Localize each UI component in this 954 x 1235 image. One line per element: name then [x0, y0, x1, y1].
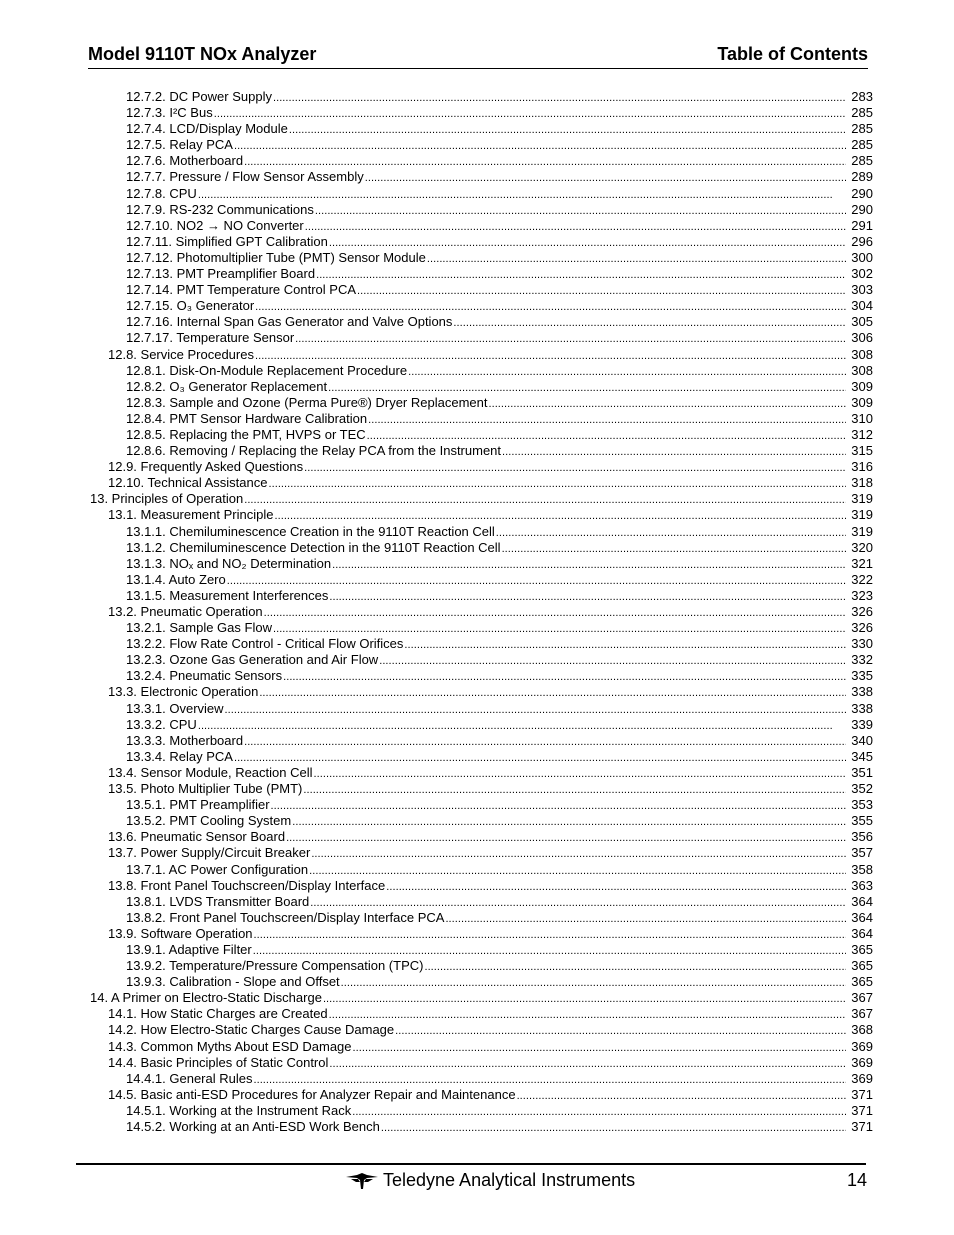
- toc-entry-page: 300: [851, 249, 873, 265]
- toc-entry[interactable]: [88, 717, 873, 733]
- toc-entry[interactable]: [88, 862, 873, 878]
- toc-entry[interactable]: [88, 878, 873, 894]
- toc-leader-dots: [404, 637, 846, 653]
- toc-entry[interactable]: [88, 894, 873, 910]
- toc-entry[interactable]: [88, 282, 873, 298]
- toc-entry-label: 12.7.13. PMT Preamplifier Board: [126, 266, 316, 282]
- toc-leader-dots: [274, 508, 846, 524]
- toc-entry[interactable]: [88, 749, 873, 765]
- toc-leader-dots: [445, 911, 846, 927]
- table-of-contents: [88, 89, 873, 1135]
- toc-leader-dots: [368, 412, 846, 428]
- toc-entry-page: 312: [851, 426, 873, 442]
- toc-entry-page: 304: [851, 298, 873, 314]
- toc-entry[interactable]: [88, 250, 873, 266]
- toc-leader-dots: [289, 122, 846, 138]
- toc-entry-page: 320: [851, 539, 873, 555]
- toc-entry-label: 12.7.16. Internal Span Gas Generator and Valve Options: [126, 314, 453, 330]
- toc-entry-page: 326: [851, 620, 873, 636]
- toc-entry-label: 13.7. Power Supply/Circuit Breaker: [108, 845, 311, 861]
- toc-leader-dots: [227, 573, 846, 589]
- toc-entry-label: 13.8. Front Panel Touchscreen/Display Interface: [108, 877, 386, 893]
- toc-leader-dots: [254, 927, 846, 943]
- toc-entry[interactable]: [88, 733, 873, 749]
- toc-entry-page: 319: [851, 491, 873, 507]
- toc-leader-dots: [332, 557, 846, 573]
- toc-entry-label: 13.2.4. Pneumatic Sensors: [126, 668, 283, 684]
- toc-entry[interactable]: [88, 314, 873, 330]
- toc-entry[interactable]: [88, 1103, 873, 1119]
- toc-entry[interactable]: [88, 475, 873, 491]
- toc-entry-label: 12.7.5. Relay PCA: [126, 137, 233, 153]
- toc-entry[interactable]: [88, 153, 873, 169]
- toc-entry[interactable]: [88, 636, 873, 652]
- toc-entry[interactable]: [88, 395, 873, 411]
- toc-entry[interactable]: [88, 958, 873, 974]
- toc-entry-page: 308: [851, 362, 873, 378]
- toc-entry-label: 12.7.7. Pressure / Flow Sensor Assembly: [126, 169, 364, 185]
- toc-entry[interactable]: [88, 89, 873, 105]
- toc-entry[interactable]: [88, 105, 873, 121]
- toc-entry-label: 14.5. Basic anti-ESD Procedures for Analyzer Repair and Maintenance: [108, 1086, 516, 1102]
- toc-entry[interactable]: [88, 1055, 873, 1071]
- toc-entry-label: 14.4.1. General Rules: [126, 1070, 253, 1086]
- toc-entry-page: 369: [851, 1038, 873, 1054]
- toc-leader-dots: [427, 251, 846, 267]
- toc-entry-page: 363: [851, 877, 873, 893]
- toc-entry-label: 12.9. Frequently Asked Questions: [108, 459, 304, 475]
- toc-entry-page: 285: [851, 153, 873, 169]
- toc-leader-dots: [309, 863, 846, 879]
- toc-entry-page: 356: [851, 829, 873, 845]
- toc-leader-dots: [357, 283, 846, 299]
- toc-entry-label: 13.1.4. Auto Zero: [126, 571, 226, 587]
- toc-entry-page: 326: [851, 604, 873, 619]
- toc-entry-label: 12.8.5. Replacing the PMT, HVPS or TEC: [126, 426, 366, 442]
- toc-leader-dots: [341, 975, 846, 991]
- toc-leader-dots: [328, 380, 846, 396]
- toc-entry[interactable]: [88, 1087, 873, 1103]
- toc-entry[interactable]: [88, 829, 873, 845]
- toc-entry-label: 13.1.1. Chemiluminescence Creation in the 9110T Reaction Cell: [126, 523, 495, 539]
- toc-entry[interactable]: [88, 1006, 873, 1022]
- toc-entry-label: 12.8.4. PMT Sensor Hardware Calibration: [126, 410, 368, 426]
- toc-entry-label: 12.7.10. NO2 → NO Converter: [126, 217, 304, 233]
- toc-entry-page: 323: [851, 587, 873, 603]
- toc-entry-label: 13.3.3. Motherboard: [126, 732, 244, 748]
- toc-leader-dots: [424, 959, 846, 975]
- toc-entry-label: 12.7.8. CPU: [126, 185, 197, 201]
- toc-entry-label: 13.3.1. Overview: [126, 700, 224, 716]
- toc-leader-dots: [253, 1072, 846, 1088]
- toc-entry[interactable]: [88, 330, 873, 346]
- toc-entry-page: 309: [851, 378, 873, 394]
- toc-entry-label: 13.2.1. Sample Gas Flow: [126, 620, 272, 636]
- toc-entry-label: 13.8.2. Front Panel Touchscreen/Display Interface PCA: [126, 909, 445, 925]
- toc-entry[interactable]: [88, 572, 873, 588]
- toc-leader-dots: [198, 187, 846, 203]
- toc-entry[interactable]: [88, 507, 873, 523]
- toc-entry-page: 352: [851, 781, 873, 797]
- toc-entry-page: 340: [851, 732, 873, 748]
- page-header: [88, 42, 868, 69]
- toc-entry-label: 12.8.2. O₃ Generator Replacement: [126, 378, 328, 394]
- toc-entry[interactable]: [88, 347, 873, 363]
- toc-leader-dots: [395, 1023, 846, 1039]
- toc-entry[interactable]: [88, 990, 873, 1006]
- toc-entry-label: 13.1.2. Chemiluminescence Detection in the 9110T Reaction Cell: [126, 539, 501, 555]
- toc-entry[interactable]: [88, 765, 873, 781]
- toc-entry[interactable]: [88, 169, 873, 185]
- document-title: Model 9110T NOx Analyzer: [88, 44, 317, 64]
- toc-entry-label: 13.9.3. Calibration - Slope and Offset: [126, 974, 340, 990]
- toc-entry-label: 14.5.2. Working at an Anti-ESD Work Bench: [126, 1119, 380, 1134]
- toc-entry[interactable]: [88, 266, 873, 282]
- toc-entry-page: 305: [851, 314, 873, 330]
- toc-leader-dots: [268, 476, 846, 492]
- toc-entry-page: 319: [851, 507, 873, 523]
- toc-entry-label: 13.3. Electronic Operation: [108, 684, 259, 700]
- toc-entry-label: 13.5. Photo Multiplier Tube (PMT): [108, 781, 303, 797]
- toc-entry-page: 364: [851, 925, 873, 941]
- toc-leader-dots: [329, 589, 846, 605]
- toc-entry-page: 316: [851, 459, 873, 475]
- toc-entry[interactable]: [88, 121, 873, 137]
- toc-entry-page: 308: [851, 346, 873, 362]
- toc-entry-page: 371: [851, 1102, 873, 1118]
- toc-entry-label: 13.3.2. CPU: [126, 716, 197, 732]
- toc-entry[interactable]: [88, 524, 873, 540]
- toc-entry-page: 290: [851, 185, 873, 201]
- toc-entry[interactable]: [88, 459, 873, 475]
- toc-entry-label: 13.9. Software Operation: [108, 925, 253, 941]
- toc-entry-label: 12.8.3. Sample and Ozone (Perma Pure®) Dryer Replacement: [126, 394, 488, 410]
- toc-entry[interactable]: [88, 137, 873, 153]
- toc-entry[interactable]: [88, 701, 873, 717]
- toc-entry-label: 12.7.11. Simplified GPT Calibration: [126, 233, 328, 249]
- toc-leader-dots: [273, 90, 846, 106]
- toc-entry-page: 339: [851, 716, 873, 732]
- toc-entry-label: 12.10. Technical Assistance: [108, 475, 268, 491]
- toc-leader-dots: [453, 315, 846, 331]
- section-title: Table of Contents: [717, 44, 868, 64]
- toc-leader-dots: [315, 203, 846, 219]
- toc-entry-page: 285: [851, 105, 873, 121]
- toc-leader-dots: [253, 943, 846, 959]
- toc-entry-page: 358: [851, 861, 873, 877]
- toc-entry-page: 365: [851, 941, 873, 957]
- toc-leader-dots: [305, 219, 846, 235]
- toc-entry[interactable]: [88, 974, 873, 990]
- toc-entry-label: 13. Principles of Operation: [90, 491, 244, 507]
- toc-leader-dots: [381, 1120, 846, 1136]
- toc-leader-dots: [198, 718, 846, 734]
- toc-leader-dots: [271, 798, 846, 814]
- toc-entry[interactable]: [88, 652, 873, 668]
- toc-entry-page: 306: [851, 330, 873, 346]
- toc-entry-page: 367: [851, 990, 873, 1006]
- toc-leader-dots: [273, 621, 846, 637]
- toc-leader-dots: [311, 846, 846, 862]
- toc-entry-label: 13.9.1. Adaptive Filter: [126, 941, 252, 957]
- toc-entry-page: 369: [851, 1054, 873, 1070]
- toc-entry[interactable]: [88, 1071, 873, 1087]
- toc-entry[interactable]: [88, 234, 873, 250]
- toc-entry-page: 371: [851, 1086, 873, 1102]
- toc-leader-dots: [365, 170, 846, 186]
- toc-entry[interactable]: [88, 845, 873, 861]
- toc-entry-page: 285: [851, 137, 873, 153]
- toc-entry[interactable]: [88, 1022, 873, 1038]
- toc-entry-label: 13.1.5. Measurement Interferences: [126, 587, 329, 603]
- toc-entry-page: 369: [851, 1070, 873, 1086]
- toc-leader-dots: [244, 734, 846, 750]
- toc-entry[interactable]: [88, 540, 873, 556]
- toc-entry-page: 291: [851, 217, 873, 233]
- toc-entry-label: 14.1. How Static Charges are Created: [108, 1006, 328, 1022]
- toc-entry[interactable]: [88, 491, 873, 507]
- toc-leader-dots: [502, 541, 846, 557]
- toc-entry[interactable]: [88, 668, 873, 684]
- toc-entry[interactable]: [88, 186, 873, 202]
- toc-entry-page: 319: [851, 523, 873, 539]
- toc-entry-page: 365: [851, 958, 873, 974]
- toc-entry-label: 12.8. Service Procedures: [108, 346, 254, 362]
- toc-entry-page: 289: [851, 169, 873, 185]
- toc-entry-label: 13.1. Measurement Principle: [108, 507, 274, 523]
- toc-entry-page: 321: [851, 555, 873, 571]
- toc-leader-dots: [234, 138, 846, 154]
- toc-leader-dots: [225, 702, 846, 718]
- toc-entry-label: 14. A Primer on Electro-Static Discharge: [90, 990, 322, 1006]
- toc-leader-dots: [244, 154, 846, 170]
- toc-entry-page: 355: [851, 813, 873, 829]
- toc-entry-page: 351: [851, 764, 873, 780]
- toc-entry[interactable]: [88, 1119, 873, 1135]
- toc-entry-page: 345: [851, 748, 873, 764]
- toc-entry-page: 303: [851, 282, 873, 298]
- toc-leader-dots: [255, 299, 846, 315]
- toc-entry-page: 364: [851, 893, 873, 909]
- toc-entry[interactable]: [88, 620, 873, 636]
- toc-entry-page: 353: [851, 797, 873, 813]
- toc-entry-page: 290: [851, 201, 873, 217]
- toc-entry-page: 338: [851, 700, 873, 716]
- toc-entry-label: 12.7.12. Photomultiplier Tube (PMT) Sensor Module: [126, 249, 426, 265]
- toc-entry-label: 12.7.17. Temperature Sensor: [126, 330, 295, 346]
- toc-entry[interactable]: [88, 218, 873, 234]
- toc-leader-dots: [329, 235, 846, 251]
- toc-leader-dots: [234, 750, 846, 766]
- toc-leader-dots: [502, 444, 846, 460]
- toc-entry-page: 302: [851, 266, 873, 282]
- toc-leader-dots: [214, 106, 846, 122]
- toc-entry-label: 14.2. How Electro-Static Charges Cause Damage: [108, 1022, 395, 1038]
- toc-leader-dots: [386, 879, 846, 895]
- toc-entry[interactable]: [88, 427, 873, 443]
- toc-entry-label: 13.5.2. PMT Cooling System: [126, 813, 292, 829]
- toc-entry[interactable]: [88, 588, 873, 604]
- toc-entry[interactable]: [88, 797, 873, 813]
- toc-entry-label: 12.8.1. Disk-On-Module Replacement Procedure: [126, 362, 408, 378]
- company-name: Teledyne Analytical Instruments: [383, 1170, 636, 1190]
- toc-leader-dots: [286, 830, 846, 846]
- toc-leader-dots: [316, 267, 846, 283]
- toc-leader-dots: [314, 766, 846, 782]
- toc-entry[interactable]: [88, 684, 873, 700]
- toc-entry-page: 364: [851, 909, 873, 925]
- toc-entry-label: 13.7.1. AC Power Configuration: [126, 861, 309, 877]
- teledyne-logo-icon: [345, 1172, 379, 1190]
- toc-leader-dots: [283, 669, 846, 685]
- toc-entry[interactable]: [88, 1039, 873, 1055]
- toc-leader-dots: [244, 492, 846, 508]
- toc-entry-label: 14.3. Common Myths About ESD Damage: [108, 1038, 352, 1054]
- toc-entry-page: 310: [851, 410, 873, 426]
- toc-entry[interactable]: [88, 202, 873, 218]
- toc-entry-label: 13.4. Sensor Module, Reaction Cell: [108, 764, 313, 780]
- toc-entry[interactable]: [88, 443, 873, 459]
- toc-entry-label: 13.2. Pneumatic Operation: [108, 604, 263, 619]
- toc-entry-label: 13.2.3. Ozone Gas Generation and Air Flow: [126, 652, 379, 668]
- toc-leader-dots: [310, 895, 846, 911]
- toc-entry-page: 371: [851, 1119, 873, 1134]
- toc-entry-label: 13.5.1. PMT Preamplifier: [126, 797, 270, 813]
- toc-leader-dots: [496, 525, 846, 541]
- toc-entry-page: 315: [851, 443, 873, 459]
- toc-entry-page: 322: [851, 571, 873, 587]
- toc-entry-label: 14.5.1. Working at the Instrument Rack: [126, 1102, 352, 1118]
- toc-entry-label: 13.1.3. NOₓ and NO₂ Determination: [126, 555, 332, 571]
- toc-entry[interactable]: [88, 298, 873, 314]
- toc-entry-page: 296: [851, 233, 873, 249]
- toc-entry-label: 13.2.2. Flow Rate Control - Critical Flow Orifices: [126, 636, 404, 652]
- toc-leader-dots: [488, 396, 846, 412]
- toc-leader-dots: [367, 428, 846, 444]
- page-footer: [0, 1168, 954, 1196]
- toc-entry-label: 12.7.14. PMT Temperature Control PCA: [126, 282, 357, 298]
- toc-leader-dots: [379, 653, 846, 669]
- toc-entry-label: 12.7.9. RS-232 Communications: [126, 201, 314, 217]
- toc-entry-page: 285: [851, 121, 873, 137]
- toc-entry-page: 332: [851, 652, 873, 668]
- toc-entry[interactable]: [88, 910, 873, 926]
- toc-leader-dots: [255, 348, 846, 364]
- toc-entry[interactable]: [88, 942, 873, 958]
- toc-leader-dots: [264, 605, 846, 621]
- toc-entry[interactable]: [88, 556, 873, 572]
- page-number: 14: [846, 1170, 867, 1190]
- toc-entry[interactable]: [88, 813, 873, 829]
- toc-entry-label: 12.7.2. DC Power Supply: [126, 89, 272, 104]
- toc-entry-page: 330: [851, 636, 873, 652]
- toc-entry[interactable]: [88, 604, 873, 620]
- toc-leader-dots: [259, 685, 846, 701]
- toc-entry-page: 368: [851, 1022, 873, 1038]
- toc-entry-page: 338: [851, 684, 873, 700]
- toc-entry-label: 13.3.4. Relay PCA: [126, 748, 233, 764]
- toc-entry-label: 13.8.1. LVDS Transmitter Board: [126, 893, 310, 909]
- toc-entry-page: 318: [851, 475, 873, 491]
- toc-entry-label: 12.7.15. O₃ Generator: [126, 298, 255, 314]
- toc-entry[interactable]: [88, 379, 873, 395]
- toc-entry[interactable]: [88, 926, 873, 942]
- toc-entry-label: 13.6. Pneumatic Sensor Board: [108, 829, 286, 845]
- toc-entry[interactable]: [88, 411, 873, 427]
- toc-entry[interactable]: [88, 781, 873, 797]
- toc-entry-label: 12.7.4. LCD/Display Module: [126, 121, 288, 137]
- toc-entry-label: 13.9.2. Temperature/Pressure Compensation (TPC): [126, 958, 424, 974]
- toc-leader-dots: [408, 364, 846, 380]
- toc-leader-dots: [292, 814, 846, 830]
- toc-leader-dots: [353, 1040, 846, 1056]
- toc-entry-page: 335: [851, 668, 873, 684]
- toc-entry-page: 357: [851, 845, 873, 861]
- toc-entry-label: 12.8.6. Removing / Replacing the Relay PCA from the Instrument: [126, 443, 502, 459]
- toc-leader-dots: [303, 782, 846, 798]
- toc-leader-dots: [323, 991, 846, 1007]
- footer-divider: [76, 1163, 866, 1165]
- toc-leader-dots: [517, 1088, 846, 1104]
- toc-entry[interactable]: [88, 363, 873, 379]
- toc-entry-page: 367: [851, 1006, 873, 1022]
- toc-leader-dots: [304, 460, 846, 476]
- toc-leader-dots: [295, 331, 846, 347]
- toc-entry-label: 12.7.3. I²C Bus: [126, 105, 213, 121]
- toc-entry-label: 14.4. Basic Principles of Static Control: [108, 1054, 329, 1070]
- toc-leader-dots: [329, 1056, 846, 1072]
- toc-leader-dots: [352, 1104, 846, 1120]
- toc-entry-page: 365: [851, 974, 873, 990]
- toc-leader-dots: [329, 1007, 846, 1023]
- toc-entry-page: 309: [851, 394, 873, 410]
- toc-entry-label: 12.7.6. Motherboard: [126, 153, 244, 169]
- toc-entry-page: 283: [851, 89, 873, 104]
